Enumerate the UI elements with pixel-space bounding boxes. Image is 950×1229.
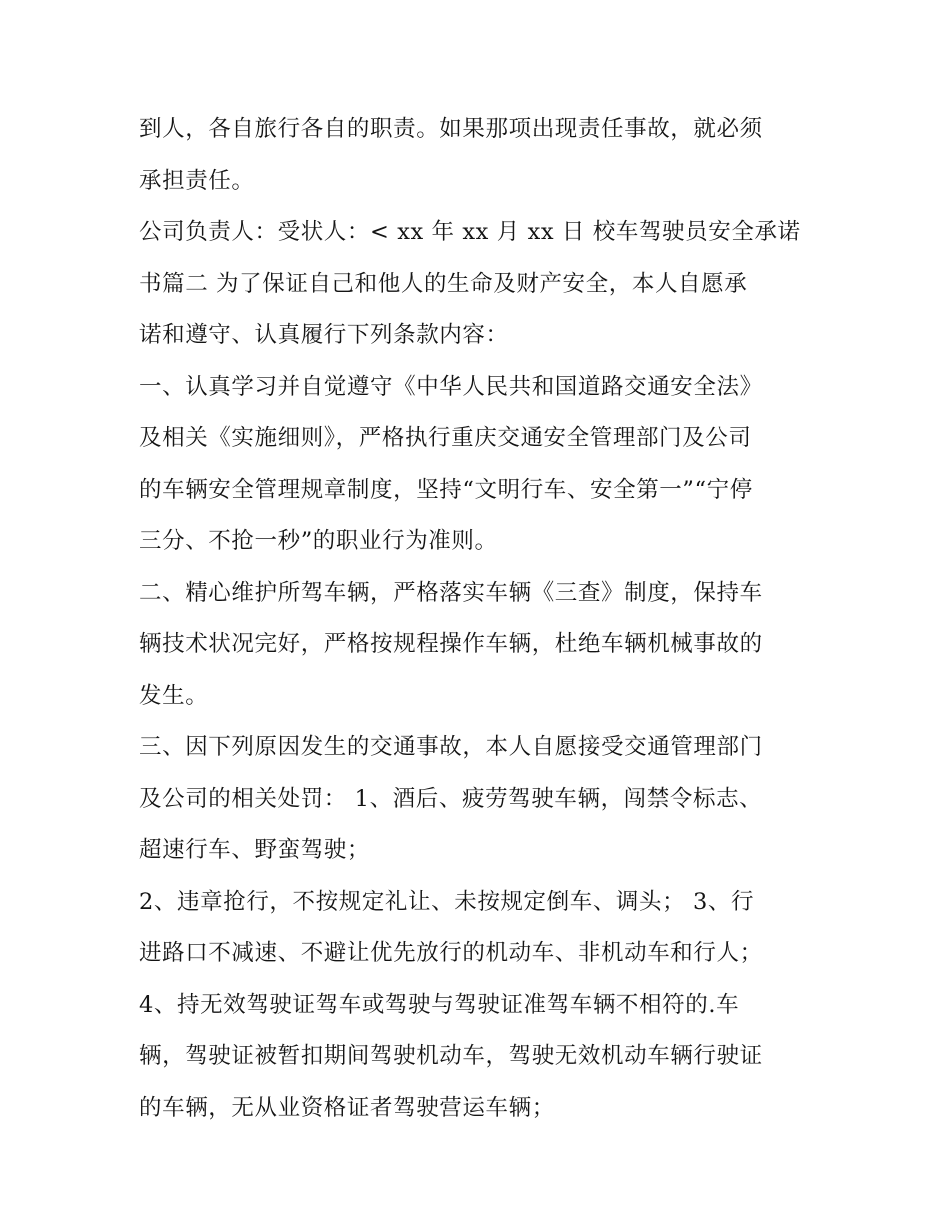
- text-line: 诺和遵守、认真履行下列条款内容：: [139, 322, 509, 348]
- text-line: 进路口不减速、不避让优先放行的机动车、非机动车和行人；: [139, 940, 763, 966]
- text-line: 二、精心维护所驾车辆，严格落实车辆《三查》制度，保持车: [139, 579, 763, 606]
- text-line: 发生。: [139, 682, 209, 709]
- text-line: 及公司的相关处罚： 1、酒后、疲劳驾驶车辆，闯禁令标志、: [139, 785, 763, 812]
- text-line: 承担责任。: [139, 167, 255, 194]
- text-line: 一、认真学习并自觉遵守《中华人民共和国道路交通安全法》: [139, 373, 763, 400]
- text-line: 公司负责人：受状人：< xx 年 xx 月 xx 日 校车驾驶员安全承诺: [139, 219, 801, 245]
- text-line: 到人，各自旅行各自的职责。如果那项出现责任事故，就必须: [139, 116, 763, 142]
- text-line: 的车辆，无从业资格证者驾驶营运车辆；: [139, 1094, 555, 1121]
- text-line: 的车辆安全管理规章制度，坚持“文明行车、安全第一”“宁停: [139, 476, 753, 503]
- text-line: 辆技术状况完好，严格按规程操作车辆，杜绝车辆机械事故的: [139, 631, 763, 657]
- text-line: 书篇二 为了保证自己和他人的生命及财产安全，本人自愿承: [139, 270, 748, 297]
- text-line: 超速行车、野蛮驾驶；: [139, 837, 371, 863]
- text-line: 2、违章抢行，不按规定礼让、未按规定倒车、调头； 3、行: [139, 888, 755, 915]
- text-line: 辆，驾驶证被暂扣期间驾驶机动车，驾驶无效机动车辆行驶证: [139, 1043, 763, 1069]
- text-line: 三分、不抢一秒”的职业行为准则。: [139, 528, 498, 554]
- text-line: 4、持无效驾驶证驾车或驾驶与驾驶证准驾车辆不相符的.车: [139, 991, 740, 1018]
- document-body: [139, 104, 819, 1134]
- text-line: 三、因下列原因发生的交通事故，本人自愿接受交通管理部门: [139, 734, 763, 760]
- text-line: 及相关《实施细则》，严格执行重庆交通安全管理部门及公司: [139, 425, 752, 451]
